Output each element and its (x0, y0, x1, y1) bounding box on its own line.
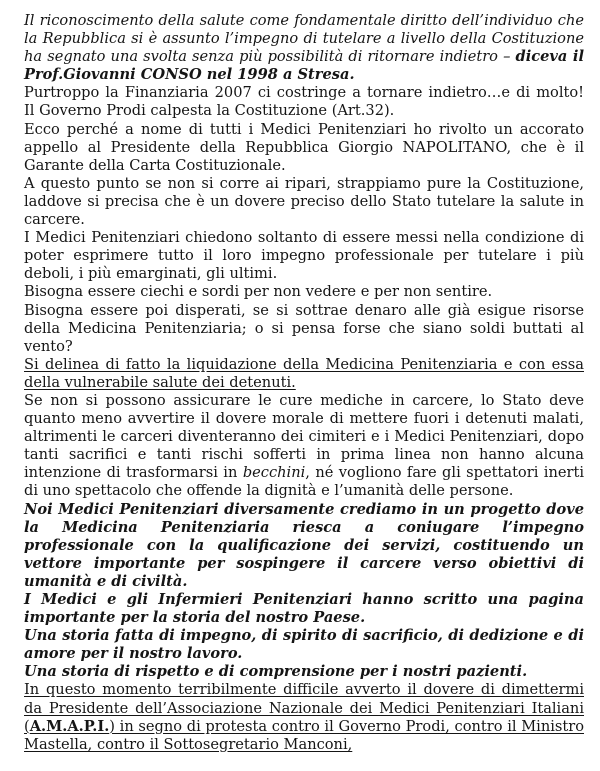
cure-mediche-text-start: Se non si possono assicurare le cure mediche in carcere, lo Stato deve quanto meno avvertire il dovere morale di mettere fuori i detenuti malati, altrimenti le carceri diventeranno dei cimiteri e i Medici Penitenziari, dopo tanti sacrifici e tanti rischi sofferti in prima linea non hanno alcuna intenzione di trasformarsi in (24, 391, 584, 482)
paragraph-medici-chiedono: I Medici Penitenziari chiedono soltanto di essere messi nella condizione di poter esprimere tutto il loro impegno professionale per tutelare i più deboli, i più emarginati, gli ultimi. (24, 229, 584, 283)
paragraph-ciechi-sordi: Bisogna essere ciechi e sordi per non vedere e per non sentire. (24, 283, 493, 301)
amapi-acronym: A.M.A.P.I. (29, 717, 110, 735)
paragraph-cure-mediche (24, 392, 584, 501)
cure-mediche-text-end: , né vogliono fare gli spettatori inerti di uno spettacolo che offende la dignità e l’umanità delle persone. (24, 464, 584, 500)
paragraph-costituzione: A questo punto se non si corre ai ripari, strappiamo pure la Costituzione, laddove si precisa che è un dovere preciso dello Stato tutelare la salute in carcere. (24, 174, 584, 229)
conso-quote-text: Il riconoscimento della salute come fondamentale diritto dell’individuo che la Repubblica si è assunto l’impegno di tutelare a livello della Costituzione ha segnato una svolta senza più possibilità di ritornare indietro – (24, 12, 584, 66)
paragraph-progetto: Noi Medici Penitenziari diversamente crediamo in un progetto dove la Medicina Penitenziaria riesca a coniugare l’impegno professionale con la qualificazione dei servizi, costituendo un vettore importante per sospingere il carcere verso obiettivi di umanità e di civiltà. (24, 500, 584, 590)
conso-attribution: diceva il Prof.Giovanni CONSO nel 1998 a Stresa. (24, 48, 585, 84)
paragraph-finanziaria: Purtroppo la Finanziaria 2007 ci costringe a tornare indietro…e di molto! Il Governo Prodi calpesta la Costituzione (Art.32). (24, 84, 584, 120)
paragraph-storia-rispetto: Una storia di rispetto e di comprensione per i nostri pazienti. (24, 663, 528, 681)
paragraph-pagina-importante: I Medici e gli Infermieri Penitenziari hanno scritto una pagina importante per la storia del nostro Paese. (24, 591, 584, 627)
dimissioni-text-end: ) in segno di protesta contro il Governo Prodi, contro il Ministro Mastella, contro il Sottosegretario Manconi, (24, 717, 584, 753)
paragraph-disperati: Bisogna essere poi disperati, se si sottrae denaro alle già esigue risorse della Medicina Penitenziaria; o si pensa forse che siano soldi buttati al vento? (24, 301, 584, 355)
paragraph-conso-quote (24, 12, 584, 84)
paragraph-dimissioni (24, 681, 584, 753)
becchini-word: becchini (242, 464, 306, 482)
document-page (24, 12, 584, 754)
dimissioni-text-start: In questo momento terribilmente difficile avverto il dovere di dimettermi da Presidente dell’Associazione Nazionale dei Medici Penitenziari Italiani ( (24, 681, 584, 735)
paragraph-storia-impegno: Una storia fatta di impegno, di spirito di sacrificio, di dedizione e di amore per il nostro lavoro. (24, 627, 584, 663)
paragraph-appello: Ecco perché a nome di tutti i Medici Penitenziari ho rivolto un accorato appello al Presidente della Repubblica Giorgio NAPOLITANO, che è il Garante della Carta Costituzionale. (24, 120, 584, 174)
paragraph-liquidazione: Si delinea di fatto la liquidazione della Medicina Penitenziaria e con essa della vulnerabile salute dei detenuti. (24, 355, 584, 391)
